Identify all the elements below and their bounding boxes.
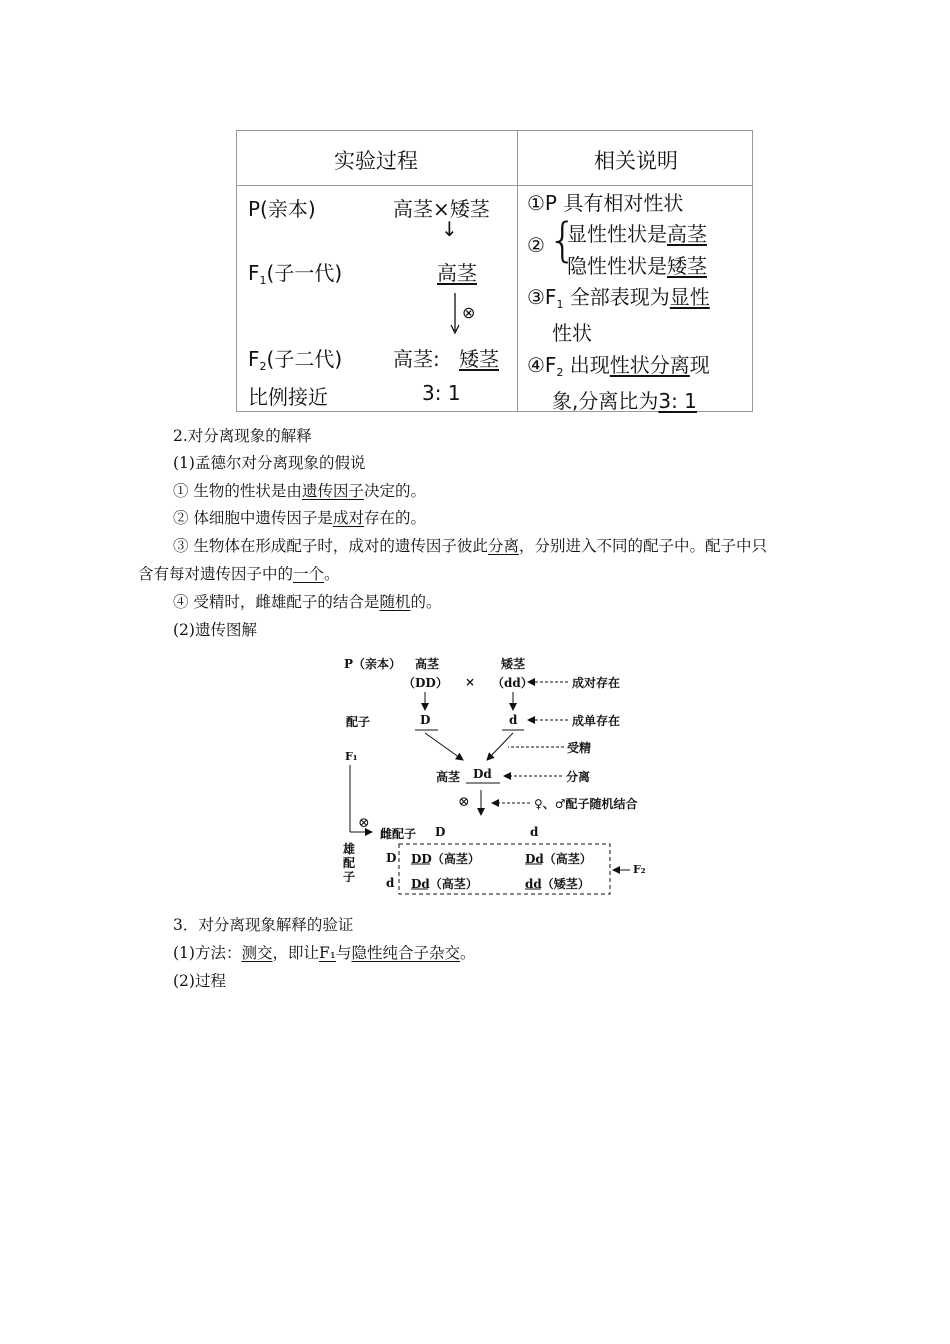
self-cross-symbol-f1: ⊗ xyxy=(358,815,370,831)
punnett-cell-Dd-1: Dd（高茎） xyxy=(525,852,592,866)
note-3: $③F_1$ 全部表现为显性 xyxy=(527,285,710,311)
table-header-notes: 相关说明 xyxy=(594,149,678,173)
ratio-value: 3: 1 xyxy=(422,381,461,405)
diagram-f1-label: F₁ xyxy=(345,750,358,763)
section-2-sub2: (2)遗传图解 xyxy=(173,621,257,639)
punnett-cell-dd: dd（矮茎） xyxy=(525,877,590,891)
hypothesis-3: ③ 生物体在形成配子时，成对的遗传因子彼此分离，分别进入不同的配子中。配子中只 xyxy=(173,537,767,555)
f1-label: $F_1$(子一代) xyxy=(248,261,343,287)
diagram-tall: 高茎 xyxy=(415,657,440,671)
note-separation: 分离 xyxy=(566,770,591,784)
f2-label: $F_2$(子二代) xyxy=(248,347,343,373)
male-gamete-label: 雄配子 xyxy=(343,842,356,884)
f2-result-short: 矮茎 xyxy=(459,347,499,371)
table-header-process: 实验过程 xyxy=(334,149,418,173)
note-4: $④F_2$ 出现性状分离现 xyxy=(527,353,710,379)
diagram-short: 矮茎 xyxy=(501,657,526,671)
gamete-d: d xyxy=(509,713,518,727)
female-gamete-D: D xyxy=(435,825,446,839)
section-3-title: 3．对分离现象解释的验证 xyxy=(173,916,354,934)
male-gamete-d: d xyxy=(386,876,395,890)
brace-icon: { xyxy=(548,213,578,267)
male-gamete-D: D xyxy=(386,851,397,865)
section-2-sub1: (1)孟德尔对分离现象的假说 xyxy=(173,454,366,472)
f1-genotype: Dd xyxy=(473,767,492,781)
note-3-line2: 性状 xyxy=(552,321,592,345)
self-cross-symbol: ⊗ xyxy=(462,303,476,322)
section-2-title: 2.对分离现象的解释 xyxy=(173,427,312,445)
note-2-number: ② xyxy=(527,233,545,257)
testcross-method: (1)方法：测交，即让F₁与隐性纯合子杂交。 xyxy=(173,944,476,962)
note-fertilization: 受精 xyxy=(567,741,592,755)
female-gamete-d: d xyxy=(530,825,539,839)
diagram-cross-symbol: × xyxy=(465,675,476,689)
punnett-cell-Dd-2: Dd（高茎） xyxy=(411,877,478,891)
hypothesis-4: ④ 受精时，雌雄配子的结合是随机的。 xyxy=(173,593,442,611)
note-random-fusion: ♀、♂配子随机结合 xyxy=(534,797,638,811)
hypothesis-2: ② 体细胞中遗传因子是成对存在的。 xyxy=(173,509,426,527)
diagram-gamete-label: 配子 xyxy=(346,715,371,729)
gamete-D: D xyxy=(420,713,431,727)
down-arrow-icon: ↓ xyxy=(441,217,458,241)
p-label: P(亲本) xyxy=(248,197,316,221)
p-cross: 高茎×矮茎 xyxy=(393,197,490,221)
self-cross-symbol-diagram: ⊗ xyxy=(458,794,470,810)
female-gamete-label: 雌配子 xyxy=(380,827,417,841)
diagram-genotype-dd: （dd） xyxy=(492,676,533,690)
f1-result: 高茎 xyxy=(437,261,477,285)
hypothesis-3-line2: 含有每对遗传因子中的一个。 xyxy=(138,565,340,583)
diagram-f2-label: F₂ xyxy=(633,863,646,876)
note-4-line2: 象,分离比为3: 1 xyxy=(552,389,697,413)
diagram-p-label: P（亲本） xyxy=(344,657,402,671)
f1-phenotype: 高茎 xyxy=(436,770,461,784)
note-1: ①P 具有相对性状 xyxy=(527,191,684,215)
note-single: 成单存在 xyxy=(572,714,621,728)
f2-result-tall: 高茎: xyxy=(393,347,440,371)
diagram-genotype-DD: （DD） xyxy=(403,676,448,690)
hypothesis-1: ① 生物的性状是由遗传因子决定的。 xyxy=(173,482,426,500)
punnett-cell-DD: DD（高茎） xyxy=(411,852,480,866)
note-2-recessive: 隐性性状是矮茎 xyxy=(567,254,707,278)
note-paired: 成对存在 xyxy=(572,676,621,690)
ratio-label: 比例接近 xyxy=(248,385,328,409)
note-2-dominant: 显性性状是高茎 xyxy=(567,222,707,246)
testcross-process: (2)过程 xyxy=(173,972,226,990)
